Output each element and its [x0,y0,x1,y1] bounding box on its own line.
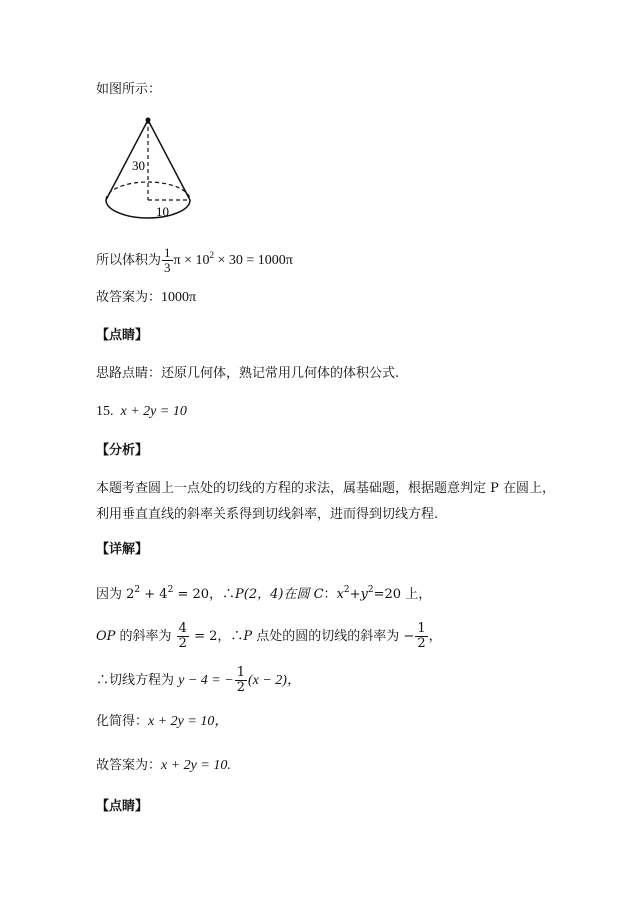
step-2: OP 的斜率为 $\frac{4}{2}$ = 2，∴P 点处的圆的切线的斜率为 − $\frac{1}{2}$ ， [96,621,442,651]
cone-base-front [106,200,190,218]
radius-label: 10 [156,204,169,219]
cone-apex [146,118,151,123]
answer-14: 故答案为：1000π [96,290,197,305]
volume-prefix: 所以体积为 [96,253,162,268]
one-third-fraction: $\frac{1}{3}$ [164,245,171,276]
dianjing-heading-2: 【点睛】 [96,799,149,814]
cone-right-edge [148,120,190,200]
dianjing-heading-1: 【点睛】 [96,328,149,343]
volume-line: 所以体积为 $\frac{1}{3}$ $\pi \times 10^2 \times 30 = 1000\pi$ [96,245,293,276]
one-half-2: $\frac{1}{2}$ [236,665,245,695]
fenxi-heading: 【分析】 [96,443,149,458]
four-over-two: $\frac{4}{2}$ [178,621,187,651]
cone-figure [100,112,220,227]
xiangjie-heading: 【详解】 [96,542,149,557]
height-label: 30 [132,158,145,173]
intro-text: 如图所示： [96,82,162,97]
step-1: 因为 $2^2 + 4^2 = 20$，∴P(2，4)在圆 C：$x^2+y^2=20$ 上， [96,585,432,602]
analysis-text: 本题考查圆上一点处的切线的方程的求法，属基础题，根据题意判定 P 在圆上，利用垂直直线的斜率关系得到切线斜率，进而得到切线方程. [96,481,556,522]
step-4: 化简得：x + 2y = 10， [96,714,229,729]
answer-15: 故答案为：x + 2y = 10. [96,758,231,773]
volume-expr: π × 10 [173,253,210,268]
question-15: 15. x + 2y = 10 [96,404,187,419]
step-3: ∴切线方程为 y − 4 = − $\frac{1}{2}$ (x − 2)， [96,665,301,695]
one-half: $\frac{1}{2}$ [417,621,426,651]
tip-text-1: 思路点睛：还原几何体，熟记常用几何体的体积公式. [96,366,400,381]
